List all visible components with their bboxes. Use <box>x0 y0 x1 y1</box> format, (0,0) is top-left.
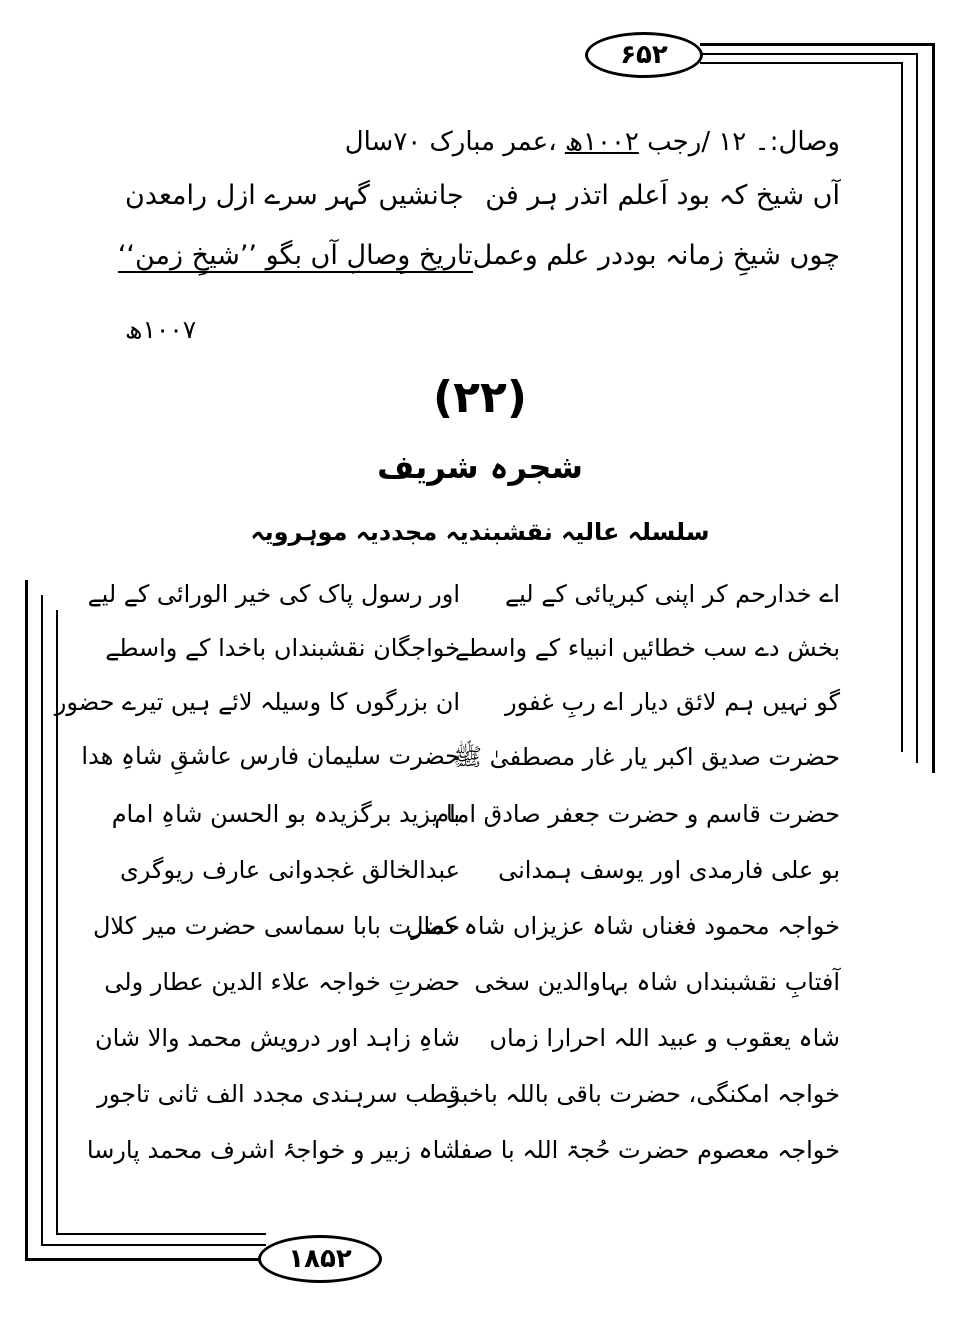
couplet-2 <box>105 634 840 684</box>
wisal-line <box>345 127 840 157</box>
verse-1-second: جانشیں گہر سرے ازل رامعدن <box>125 180 464 211</box>
couplet-4 <box>81 742 840 792</box>
couplet-8 <box>104 968 840 1018</box>
couplet-3-second: ان بزرگوں کا وسیلہ لائے ہیں تیرے حضور <box>54 688 460 716</box>
couplet-4-first: حضرت صدیق اکبر یار غار مصطفیٰ ﷺ <box>452 743 840 771</box>
wisal-year: ۱۰۰۲ھ <box>564 127 639 157</box>
border-bottom-inner1 <box>41 1244 266 1246</box>
page-number-top-text: ۶۵۲ <box>620 40 668 70</box>
section-subtitle <box>0 518 960 546</box>
section-title <box>0 448 960 486</box>
couplet-2-first: بخش دے سب خطائیں انبیاء کے واسطے <box>454 634 840 662</box>
verse-2 <box>117 240 840 273</box>
verse-2-second: تاریخ وِصالِ آں بگو ’’شیخِ زمن‘‘ <box>117 240 473 271</box>
page-number-bottom <box>258 1235 382 1283</box>
couplet-7-second: حضرت بابا سماسی حضرت میر کلال <box>92 912 460 940</box>
couplet-3 <box>54 688 840 738</box>
couplet-1-second: اور رسول پاک کی خیر الورائی کے لیے <box>87 580 460 608</box>
couplet-5-first: حضرت قاسم و حضرت جعفر صادق امام <box>434 800 840 828</box>
couplet-9-first: شاہ یعقوب و عبید اللہ احرارا زماں <box>489 1024 840 1052</box>
border-left-outer <box>25 580 28 1260</box>
border-top-inner2 <box>700 62 903 64</box>
couplet-1-first: اے خدارحم کر اپنی کبریائی کے لیے <box>505 580 840 608</box>
couplet-6-first: بو علی فارمدی اور یوسف ہمدانی <box>498 856 840 884</box>
border-top-inner1 <box>700 53 918 55</box>
couplet-5 <box>111 800 840 850</box>
couplet-10-first: خواجہ امکنگی، حضرت باقی باللہ باخبر <box>448 1080 840 1108</box>
border-left-inner1 <box>41 595 43 1245</box>
section-title-text: شجرہ شریف <box>377 448 583 486</box>
couplet-7 <box>92 912 840 962</box>
page-number-bottom-text: ۱۸۵۲ <box>288 1244 352 1274</box>
couplet-11-second: شاہ زبیر و خواجۂ اشرف محمد پارسا <box>86 1136 460 1164</box>
couplet-8-second: حضرتِ خواجہ علاء الدین عطار ولی <box>104 968 460 996</box>
couplet-6-second: عبدالخالق غجدوانی عارف ریوگری <box>120 856 460 884</box>
border-bottom-outer <box>25 1258 265 1261</box>
wisal-month: /رجب <box>647 127 711 157</box>
couplet-2-second: خواجگان نقشبنداں باخدا کے واسطے <box>105 634 460 662</box>
page-number-top <box>585 32 703 78</box>
verse-1 <box>125 180 840 211</box>
section-number <box>0 372 960 423</box>
couplet-10-second: قطب سرہندی مجدد الف ثانی تاجور <box>97 1080 460 1108</box>
couplet-4-second: حضرت سلیمان فارس عاشقِ شاہِ ھدا <box>81 742 460 770</box>
couplet-1 <box>87 580 840 630</box>
couplet-11 <box>86 1136 840 1186</box>
border-bottom-inner2 <box>56 1233 266 1235</box>
couplet-9-second: شاہِ زاہد اور درویش محمد والا شان <box>95 1024 460 1052</box>
couplet-3-first: گو نہیں ہم لائق دیار اے ربِ غفور <box>505 688 840 716</box>
couplet-11-first: خواجہ معصوم حضرت حُجۃ اللہ با صفا <box>453 1136 840 1164</box>
couplet-10 <box>97 1080 840 1130</box>
date-note-text: ۱۰۰۷ھ <box>125 315 197 344</box>
wisal-day: ۱۲ <box>718 127 747 157</box>
date-note <box>125 315 196 344</box>
couplet-5-second: با یزید برگزیدہ بو الحسن شاہِ امام <box>111 800 460 828</box>
wisal-prefix: وصال:۔ <box>754 127 840 157</box>
border-top-outer <box>700 43 935 46</box>
section-subtitle-text: سلسلہ عالیہ نقشبندیہ مجددیہ موہرویہ <box>250 518 710 546</box>
couplet-7-first: خواجہ محمود فغناں شاہ عزیزاں شاہ کمال <box>406 912 840 940</box>
section-number-text: (۲۲) <box>433 372 527 423</box>
couplet-8-first: آفتابِ نقشبنداں شاہ بہاوالدین سخی <box>474 968 840 996</box>
wisal-age: ،عمر مبارک ۷۰سال <box>344 127 557 157</box>
couplet-6 <box>120 856 840 906</box>
verse-1-first: آں شیخ کہ بود اَعلم اتذر ہر فن <box>485 180 840 211</box>
verse-2-first: چوں شیخِ زمانہ بوددر علم وعمل <box>472 240 840 271</box>
couplet-9 <box>95 1024 840 1074</box>
